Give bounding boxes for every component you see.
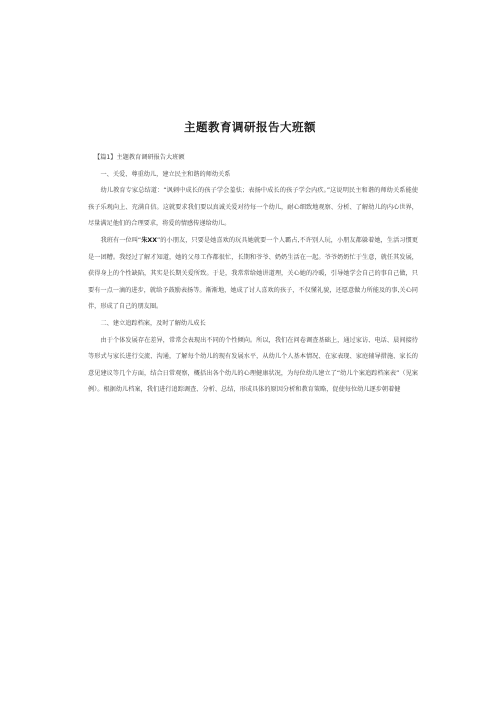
section-heading-2: 二、建立追踪档案，及时了解幼儿成长: [100, 319, 206, 327]
article-lead-line: 【篇1】主题教育调研报告大班额: [94, 154, 185, 161]
document-title: 主题教育调研报告大班额: [184, 120, 316, 134]
document-body: [88, 150, 418, 399]
paragraph-3: 由于个体发展存在差异，常常会表现出不同的个性倾向。所以，我们在问卷调查基础上，通过家访、电话、晨间接待等形式与家长进行交流、沟通，了解每个幼儿的现有发展水平，从幼儿个人基本情况、在家表现、家庭辅导措施、家长的意见建议等几个方面，结合日常观察，概括出各个幼儿的心理健康状况，为每位幼儿建立了“幼儿个案追踪档案表”（见案例）。根据幼儿档案，我们进行追踪调查、分析、总结，形成具体的原因分析和教育策略，促使每位幼儿逐步朝着健: [88, 336, 418, 394]
student-name: 朱XX: [141, 236, 157, 244]
paragraph-2-start: 我班有一位叫“: [100, 236, 142, 244]
paragraph-2: [88, 233, 418, 316]
paragraph-1: 幼儿教育专家总结道：“讽刺中成长的孩子学会羞怯；表扬中成长的孩子学会内疚。”这说明民主和谐的师幼关系能使孩子乐观向上、充满自信。这就要求我们要以真诚关爱对待每一个幼儿，耐心细致地观察、分析、了解幼儿的内心世界，尽量满足他们的合理要求，将爱的情感传递给幼儿。: [88, 187, 418, 228]
section-heading-1: 一、关爱、尊重幼儿，建立民主和谐的师幼关系: [100, 170, 231, 178]
paragraph-2-rest: ”的小朋友，只要是她喜欢的玩具她就要一个人霸占,不许别人玩，小朋友都躲着她，生活习惯更是一团糟。我经过了解才知道，她的父母工作都很忙，长期和爷爷、奶奶生活在一起。爷爷奶奶忙于生意，就任其发展，获得身上的个性缺陷，其实是长期关爱所致。于是，我常常给她讲道理，关心她的冷暖，引导她学会自己的事自己做，只要有一点一滴的进步，就给予鼓励表扬等。渐渐地，她成了讨人喜欢的孩子，不仅懂礼貌，还愿意做力所能及的事,关心同伴，形成了自己的朋友圈。: [88, 236, 418, 311]
